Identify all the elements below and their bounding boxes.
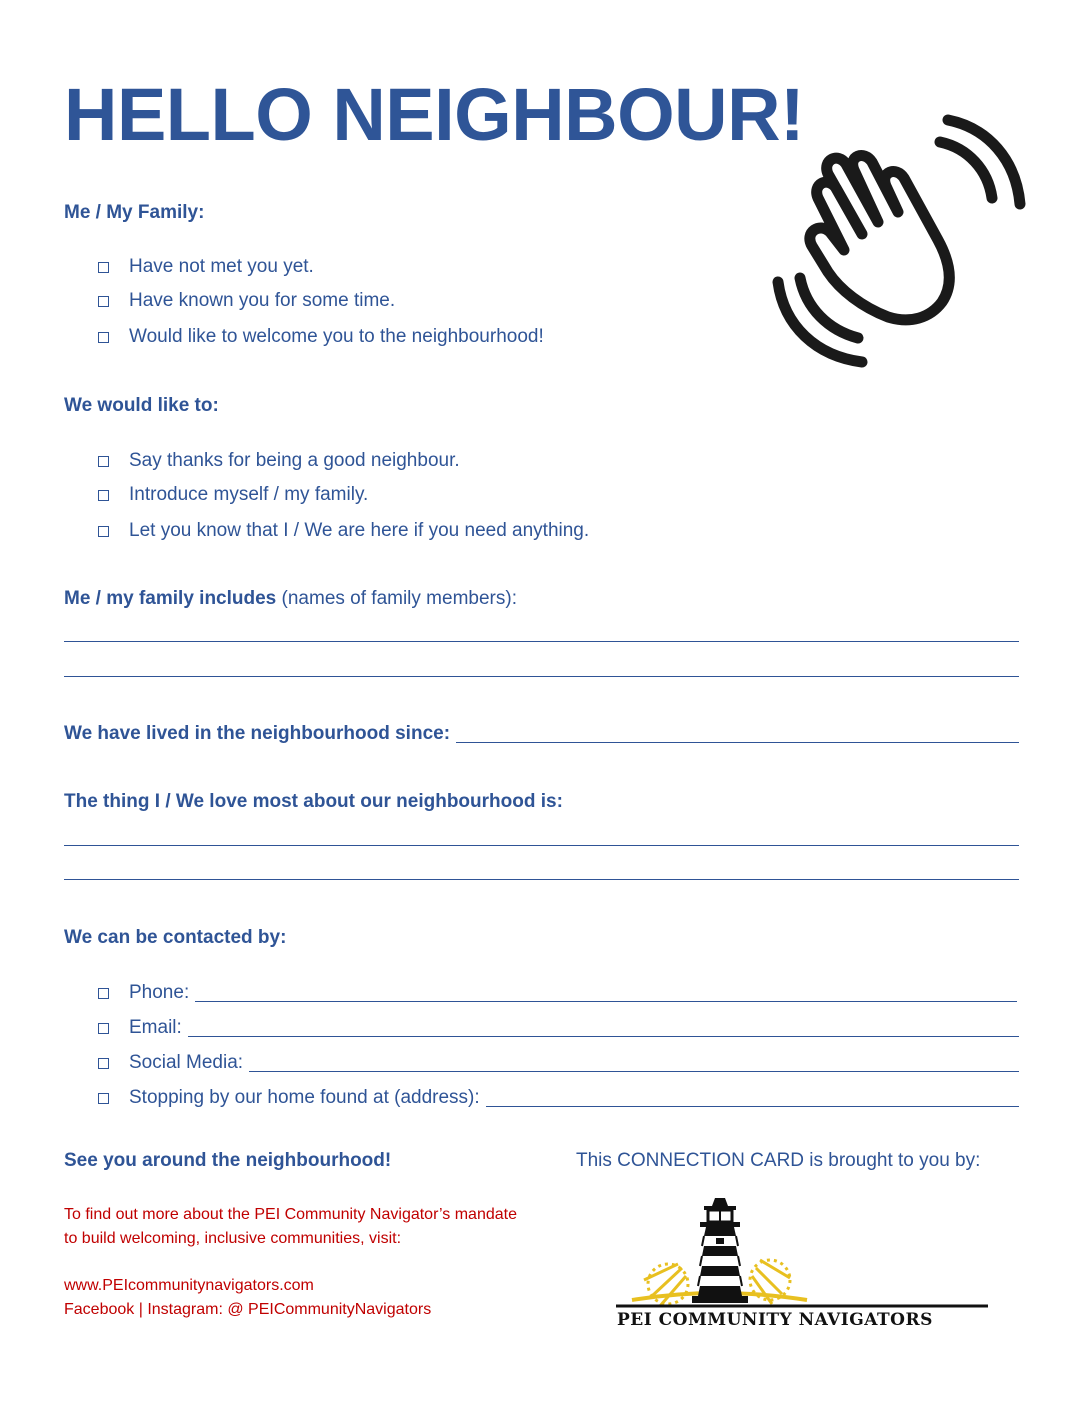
family-includes-heading xyxy=(64,588,517,610)
brand-name: PEI COMMUNITY NAVIGATORS xyxy=(617,1310,933,1330)
family-includes-note: (names of family members): xyxy=(276,588,517,609)
info-line-1: To find out more about the PEI Community Navigator’s mandate xyxy=(64,1206,517,1223)
brought-by-text: This CONNECTION CARD is brought to you by: xyxy=(576,1150,981,1171)
checkbox[interactable] xyxy=(98,456,109,467)
like-option[interactable] xyxy=(96,484,368,506)
waving-hand-icon xyxy=(770,112,1030,368)
contact-phone[interactable] xyxy=(96,982,1017,1004)
option-label: Have not met you yet. xyxy=(129,256,314,277)
checkbox[interactable] xyxy=(98,490,109,501)
contact-label: Phone: xyxy=(129,982,190,1003)
checkbox[interactable] xyxy=(98,526,109,537)
option-label: Let you know that I / We are here if you need anything. xyxy=(129,520,590,541)
love-most-heading: The thing I / We love most about our neighbourhood is: xyxy=(64,791,563,812)
family-option[interactable] xyxy=(96,326,544,348)
contact-label: Stopping by our home found at (address): xyxy=(129,1087,480,1108)
phone-line[interactable] xyxy=(195,1000,1017,1002)
contact-social[interactable] xyxy=(96,1052,1019,1074)
checkbox[interactable] xyxy=(98,262,109,273)
checkbox[interactable] xyxy=(98,1058,109,1069)
contact-label: Email: xyxy=(129,1017,182,1038)
checkbox[interactable] xyxy=(98,1023,109,1034)
email-line[interactable] xyxy=(188,1035,1019,1037)
love-most-line-2[interactable] xyxy=(64,879,1019,880)
address-line[interactable] xyxy=(486,1105,1019,1107)
see-you-text: See you around the neighbourhood! xyxy=(64,1150,392,1171)
like-option[interactable] xyxy=(96,520,589,542)
contact-email[interactable] xyxy=(96,1017,1019,1039)
lived-since-line[interactable] xyxy=(456,741,1019,743)
contact-label: Social Media: xyxy=(129,1052,244,1073)
family-names-line-2[interactable] xyxy=(64,676,1019,677)
page-title: HELLO NEIGHBOUR! xyxy=(64,73,805,156)
family-section-heading: Me / My Family: xyxy=(64,202,205,223)
family-option[interactable] xyxy=(96,256,314,278)
checkbox[interactable] xyxy=(98,988,109,999)
option-label: Have known you for some time. xyxy=(129,290,396,311)
lived-since-row xyxy=(64,723,1019,745)
option-label: Would like to welcome you to the neighbourhood! xyxy=(129,326,544,347)
website-link[interactable]: www.PEIcommunitynavigators.com xyxy=(64,1277,314,1294)
checkbox[interactable] xyxy=(98,296,109,307)
checkbox[interactable] xyxy=(98,1093,109,1104)
social-line[interactable] xyxy=(249,1070,1019,1072)
family-option[interactable] xyxy=(96,290,395,312)
love-most-line-1[interactable] xyxy=(64,845,1019,846)
contact-address[interactable] xyxy=(96,1087,1019,1109)
like-option[interactable] xyxy=(96,450,460,472)
option-label: Say thanks for being a good neighbour. xyxy=(129,450,460,471)
checkbox[interactable] xyxy=(98,332,109,343)
family-names-line-1[interactable] xyxy=(64,641,1019,642)
info-line-2: to build welcoming, inclusive communities, visit: xyxy=(64,1230,402,1247)
social-handles: Facebook | Instagram: @ PEICommunityNavigators xyxy=(64,1301,432,1318)
like-section-heading: We would like to: xyxy=(64,395,219,416)
lived-since-heading: We have lived in the neighbourhood since: xyxy=(64,723,451,744)
option-label: Introduce myself / my family. xyxy=(129,484,369,505)
contact-heading: We can be contacted by: xyxy=(64,927,287,948)
family-includes-bold: Me / my family includes xyxy=(64,588,277,609)
